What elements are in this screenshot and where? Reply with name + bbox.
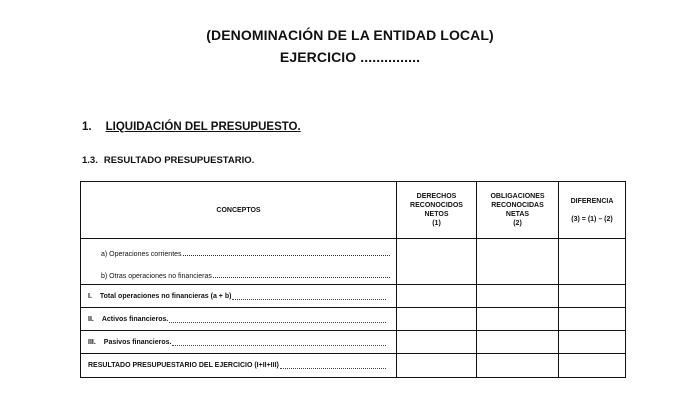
obligaciones-cell-ii[interactable] — [477, 308, 559, 331]
fiscal-year-heading: EJERCICIO ............... — [279, 49, 421, 65]
derechos-line-3: NETOS — [424, 211, 449, 218]
leader-dots — [169, 321, 386, 323]
row-total-label: RESULTADO PRESUPUESTARIO DEL EJERCICIO (I+II+III) — [88, 362, 279, 369]
table-row-i — [81, 285, 626, 308]
obligaciones-line-3: NETAS — [505, 211, 530, 218]
row-a — [81, 239, 396, 258]
row-b — [81, 258, 396, 280]
row-iii-number: III. — [88, 338, 96, 346]
diferencia-cell-ab[interactable] — [559, 239, 626, 285]
table-row-total — [81, 354, 626, 378]
derechos-cell-iii[interactable] — [397, 331, 477, 354]
derechos-cell-i[interactable] — [397, 285, 477, 308]
concept-cell-iii — [81, 331, 397, 354]
obligaciones-cell-i[interactable] — [477, 285, 559, 308]
leader-dots — [280, 367, 386, 369]
obligaciones-line-2: RECONOCIDAS — [491, 202, 544, 209]
table-header-row — [81, 182, 626, 239]
derechos-line-2: RECONOCIDOS — [410, 202, 463, 209]
derechos-line-1: DERECHOS — [416, 193, 457, 200]
row-i-number: I. — [88, 292, 92, 300]
row-ii-number: II. — [88, 315, 94, 323]
derechos-cell-ab[interactable] — [397, 239, 477, 285]
leader-dots — [183, 254, 390, 256]
entity-name-heading: (DENOMINACIÓN DE LA ENTIDAD LOCAL) — [206, 27, 494, 43]
diferencia-label: DIFERENCIA — [570, 197, 614, 205]
diferencia-cell-i[interactable] — [559, 285, 626, 308]
table-row-ii — [81, 308, 626, 331]
leader-dots — [213, 276, 390, 278]
col-header-conceptos: CONCEPTOS — [81, 182, 397, 239]
leader-dots — [232, 298, 386, 300]
diferencia-cell-ii[interactable] — [559, 308, 626, 331]
row-iii-label: Pasivos financieros. — [103, 338, 172, 346]
table-row-ab — [81, 239, 626, 285]
concept-cell-i — [81, 285, 397, 308]
obligaciones-number: (2) — [513, 220, 522, 227]
subsection-title: RESULTADO PRESUPUESTARIO. — [103, 155, 255, 166]
derechos-cell-total[interactable] — [397, 354, 477, 378]
concept-cell-total — [81, 354, 397, 378]
section-title: LIQUIDACIÓN DEL PRESUPUESTO. — [105, 121, 301, 133]
row-a-label: a) Operaciones corrientes — [101, 251, 182, 258]
diferencia-cell-total[interactable] — [559, 354, 626, 378]
budget-result-table — [80, 181, 626, 378]
subsection-heading — [82, 155, 254, 166]
section-heading — [82, 121, 301, 133]
row-ii-label: Activos financieros. — [101, 315, 169, 323]
derechos-number: (1) — [432, 220, 441, 227]
leader-dots — [172, 344, 386, 346]
col-header-diferencia — [559, 182, 626, 239]
table-row-iii — [81, 331, 626, 354]
section-number: 1. — [82, 121, 92, 133]
obligaciones-cell-ab[interactable] — [477, 239, 559, 285]
subsection-number: 1.3. — [82, 155, 98, 166]
obligaciones-line-1: OBLIGACIONES — [490, 193, 545, 200]
obligaciones-cell-iii[interactable] — [477, 331, 559, 354]
col-header-obligaciones — [477, 182, 559, 239]
concept-cell-ab — [81, 239, 397, 285]
diferencia-cell-iii[interactable] — [559, 331, 626, 354]
derechos-cell-ii[interactable] — [397, 308, 477, 331]
diferencia-formula: (3) = (1) – (2) — [571, 215, 613, 223]
obligaciones-cell-total[interactable] — [477, 354, 559, 378]
col-header-derechos — [397, 182, 477, 239]
concept-cell-ii — [81, 308, 397, 331]
row-b-label: b) Otras operaciones no financieras — [101, 273, 212, 280]
row-i-label: Total operaciones no financieras (a + b) — [99, 292, 232, 300]
